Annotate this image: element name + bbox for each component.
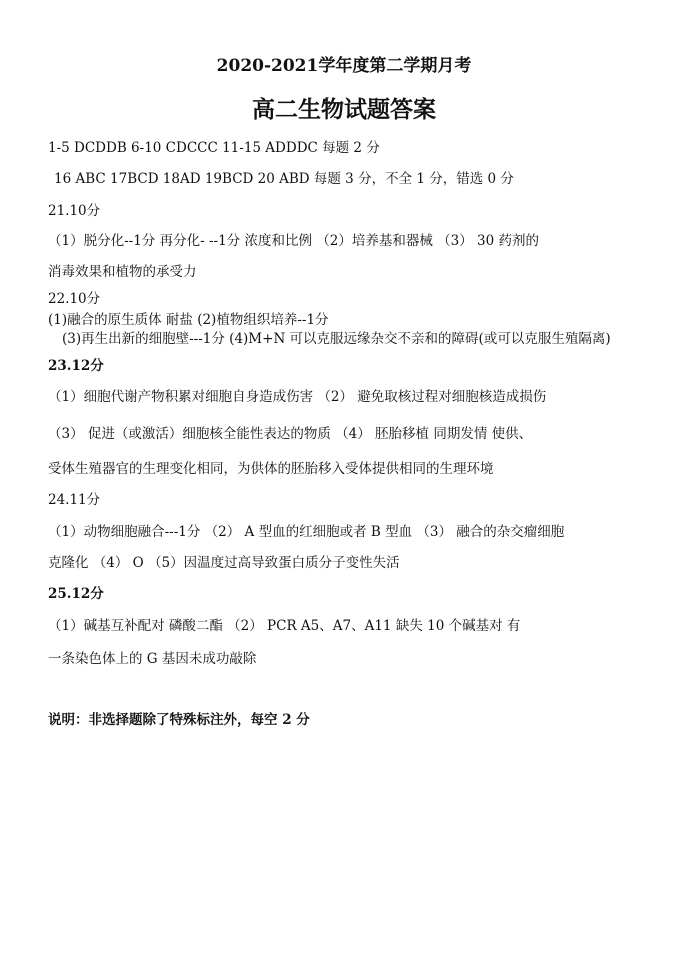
q24-answer-line2: 克隆化 （4） O （5）因温度过高导致蛋白质分子变性失活 bbox=[48, 555, 400, 571]
q21-heading: 21.10分 bbox=[48, 203, 101, 219]
q23-answer-line2: （3） 促进（或激活）细胞核全能性表达的物质 （4） 胚胎移植 同期发情 使供、 bbox=[48, 426, 533, 442]
choice-answers-line1: 1-5 DCDDB 6-10 CDCCC 11-15 ADDDC 每题 2 分 bbox=[48, 140, 380, 156]
q25-answer-line1: （1）碱基互补配对 磷酸二酯 （2） PCR A5、A7、A11 缺失 10 个碱基对 有 bbox=[48, 618, 521, 634]
q21-answer-line2: 消毒效果和植物的承受力 bbox=[48, 264, 197, 280]
q22-heading: 22.10分 bbox=[48, 291, 101, 307]
scoring-note: 说明：非选择题除了特殊标注外，每空 2 分 bbox=[48, 712, 310, 728]
q25-heading: 25.12分 bbox=[48, 586, 104, 602]
q23-answer-line3: 受体生殖器官的生理变化相同，为供体的胚胎移入受体提供相同的生理环境 bbox=[48, 461, 494, 477]
q25-answer-line2: 一条染色体上的 G 基因未成功敲除 bbox=[48, 651, 257, 667]
q23-heading: 23.12分 bbox=[48, 358, 104, 374]
q21-answer-line1: （1）脱分化--1分 再分化- --1分 浓度和比例 （2）培养基和器械 （3） 30 药剂的 bbox=[48, 233, 539, 249]
q22-answer-line1: (1)融合的原生质体 耐盐 (2)植物组织培养--1分 bbox=[48, 312, 329, 328]
exam-title: 2020-2021学年度第二学期月考 bbox=[216, 56, 472, 76]
answer-key-title: 高二生物试题答案 bbox=[252, 96, 436, 123]
q22-answer-line2: (3)再生出新的细胞壁---1分 (4)M+N 可以克服远缘杂交不亲和的障碍(或可以克服生殖隔离) bbox=[62, 331, 611, 347]
q24-answer-line1: （1）动物细胞融合---1分 （2） A 型血的红细胞或者 B 型血 （3） 融合的杂交瘤细胞 bbox=[48, 524, 565, 540]
q23-answer-line1: （1）细胞代谢产物积累对细胞自身造成伤害 （2） 避免取核过程对细胞核造成损伤 bbox=[48, 389, 547, 405]
choice-answers-line2: 16 ABC 17BCD 18AD 19BCD 20 ABD 每题 3 分，不全 1 分，错选 0 分 bbox=[54, 171, 514, 187]
q24-heading: 24.11分 bbox=[48, 492, 101, 508]
